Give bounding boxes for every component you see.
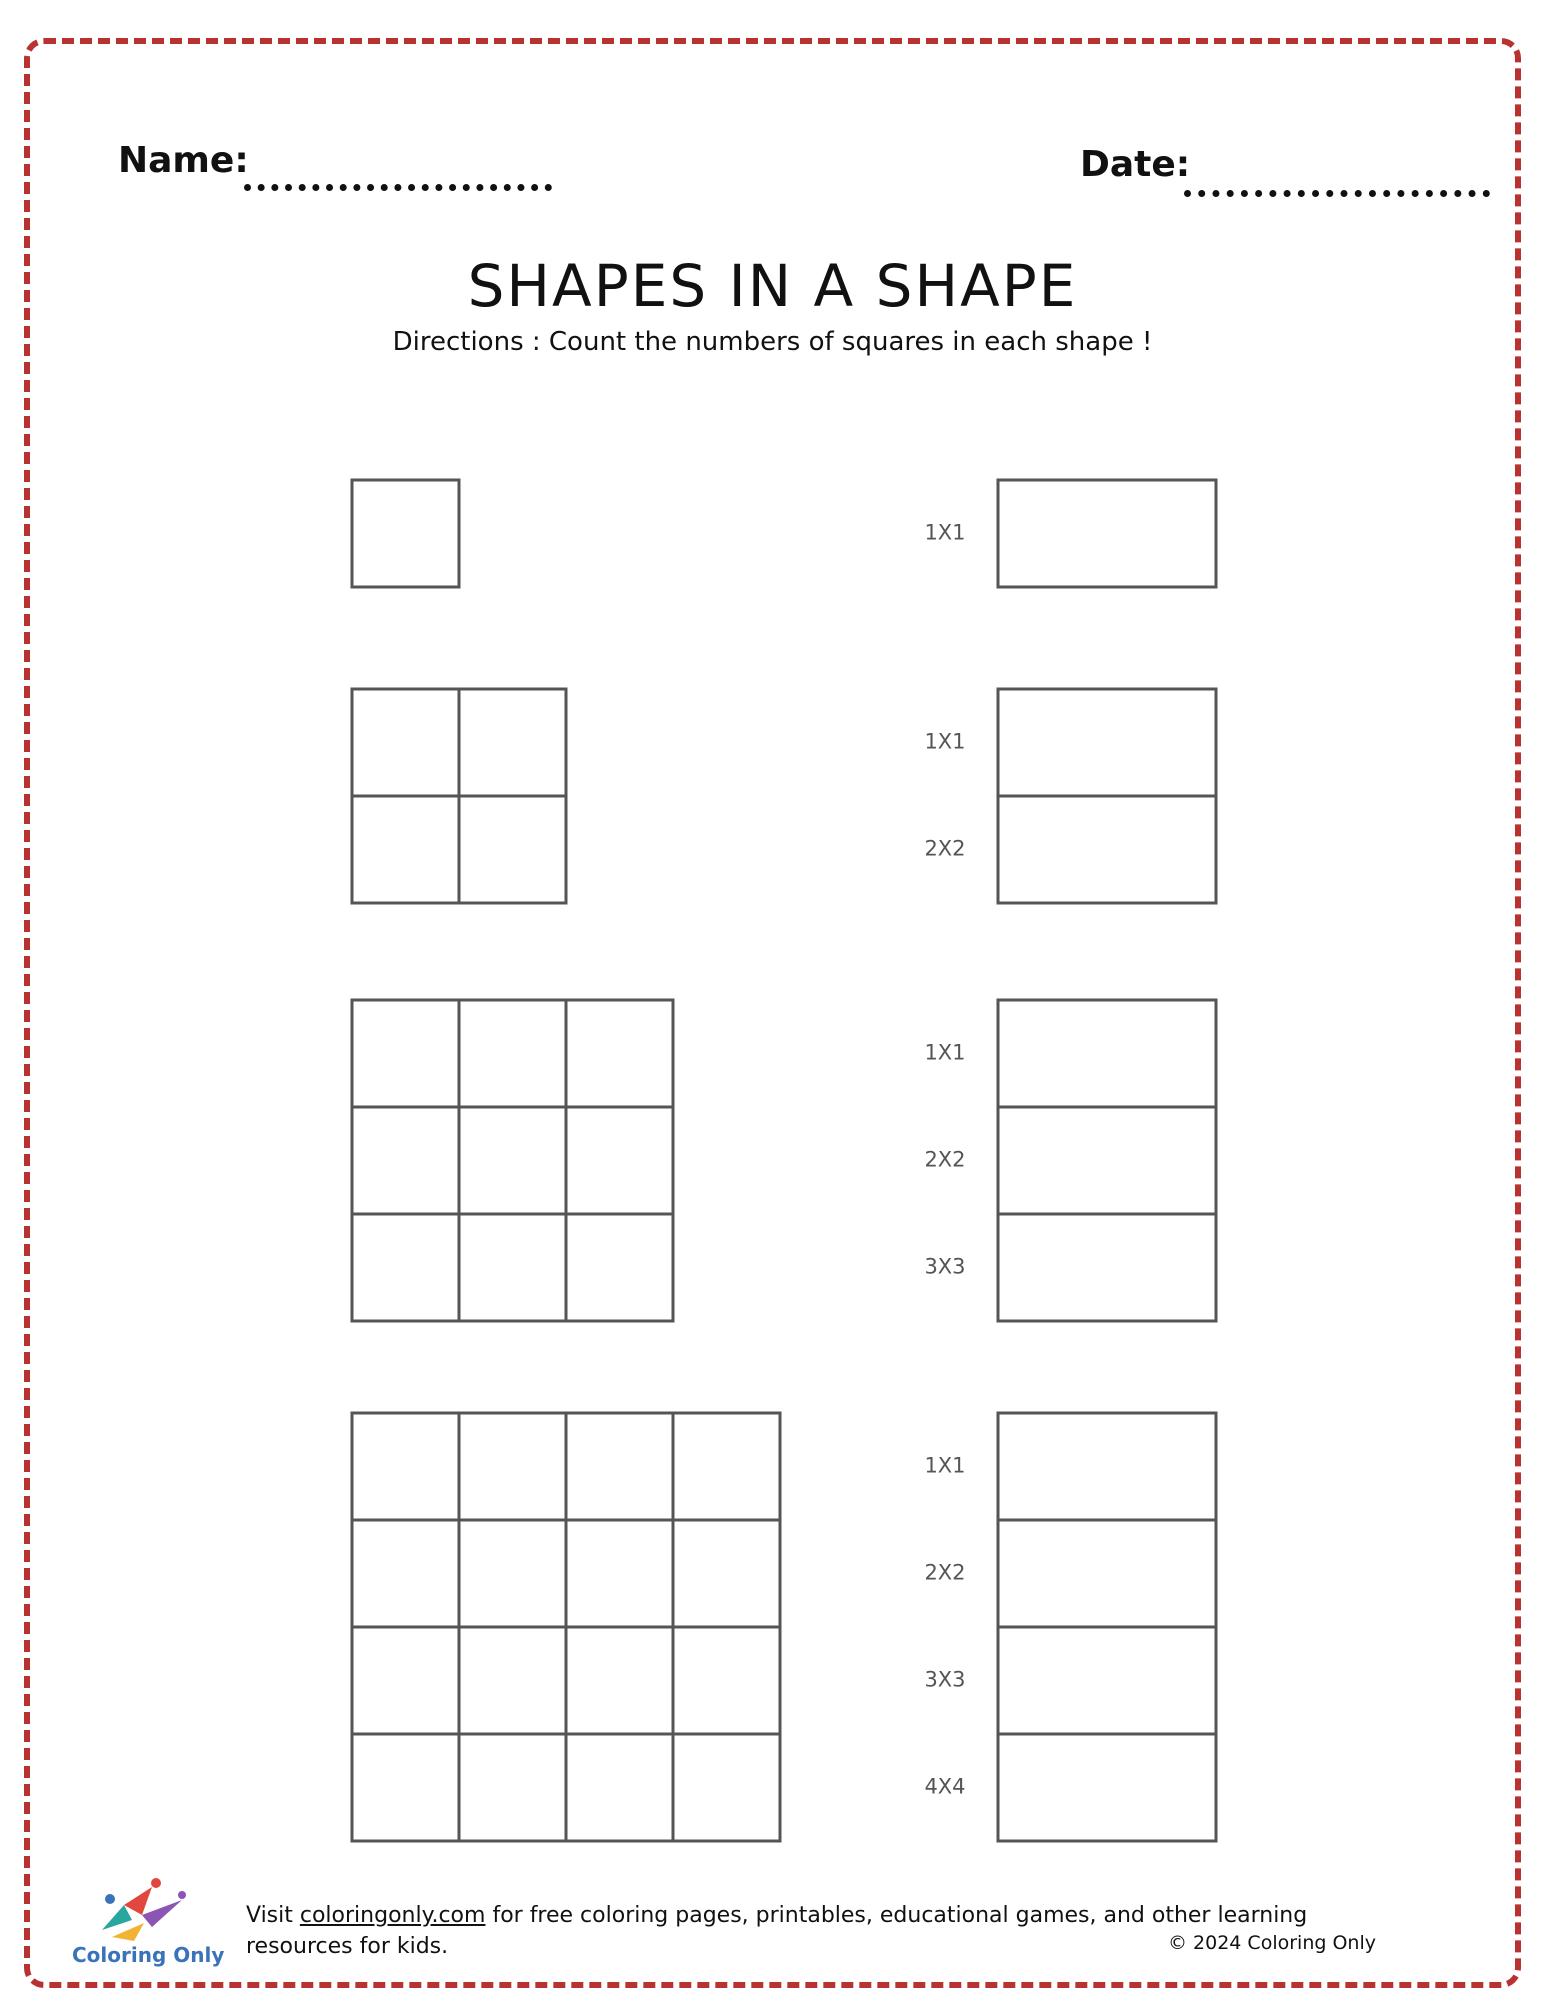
answer-box-1x1[interactable] <box>998 1000 1216 1107</box>
answer-box-4x4[interactable] <box>998 1734 1216 1841</box>
answer-box-3x3[interactable] <box>998 1214 1216 1321</box>
size-label-1x1: 1X1 <box>924 520 966 545</box>
size-label-1x1: 1X1 <box>924 729 966 754</box>
answer-box-1x1[interactable] <box>998 1413 1216 1520</box>
answer-box-2x2[interactable] <box>998 1520 1216 1627</box>
answer-box-2x2[interactable] <box>998 1107 1216 1214</box>
coloring-only-logo-icon <box>72 1875 212 1945</box>
website-link[interactable]: coloringonly.com <box>299 1903 486 1928</box>
size-label-3x3: 3X3 <box>924 1667 966 1692</box>
square-grid-3x3 <box>352 1000 673 1321</box>
answer-box-2x2[interactable] <box>998 796 1216 903</box>
size-label-2x2: 2X2 <box>924 1560 966 1585</box>
footer-visit-prefix: Visit <box>246 1903 300 1928</box>
worksheet-title: SHAPES IN A SHAPE <box>467 252 1078 320</box>
footer-visit-suffix: for free coloring pages, printables, educational games, and other learning resources for kids. <box>246 1903 1308 1959</box>
date-label: Date: <box>1080 144 1191 185</box>
answer-box-3x3[interactable] <box>998 1627 1216 1734</box>
size-label-2x2: 2X2 <box>924 1147 966 1172</box>
name-label: Name: <box>118 140 249 181</box>
logo-text: Coloring Only <box>72 1943 225 1967</box>
answer-box-1x1[interactable] <box>998 480 1216 587</box>
size-label-3x3: 3X3 <box>924 1254 966 1279</box>
size-label-1x1: 1X1 <box>924 1453 966 1478</box>
size-label-4x4: 4X4 <box>924 1774 966 1799</box>
answer-box-1x1[interactable] <box>998 689 1216 796</box>
copyright-text: © 2024 Coloring Only <box>1168 1932 1376 1954</box>
directions-text: Directions : Count the numbers of squares in each shape ! <box>392 327 1153 357</box>
square-grid-1x1 <box>352 480 459 587</box>
size-label-1x1: 1X1 <box>924 1040 966 1065</box>
size-label-2x2: 2X2 <box>924 836 966 861</box>
